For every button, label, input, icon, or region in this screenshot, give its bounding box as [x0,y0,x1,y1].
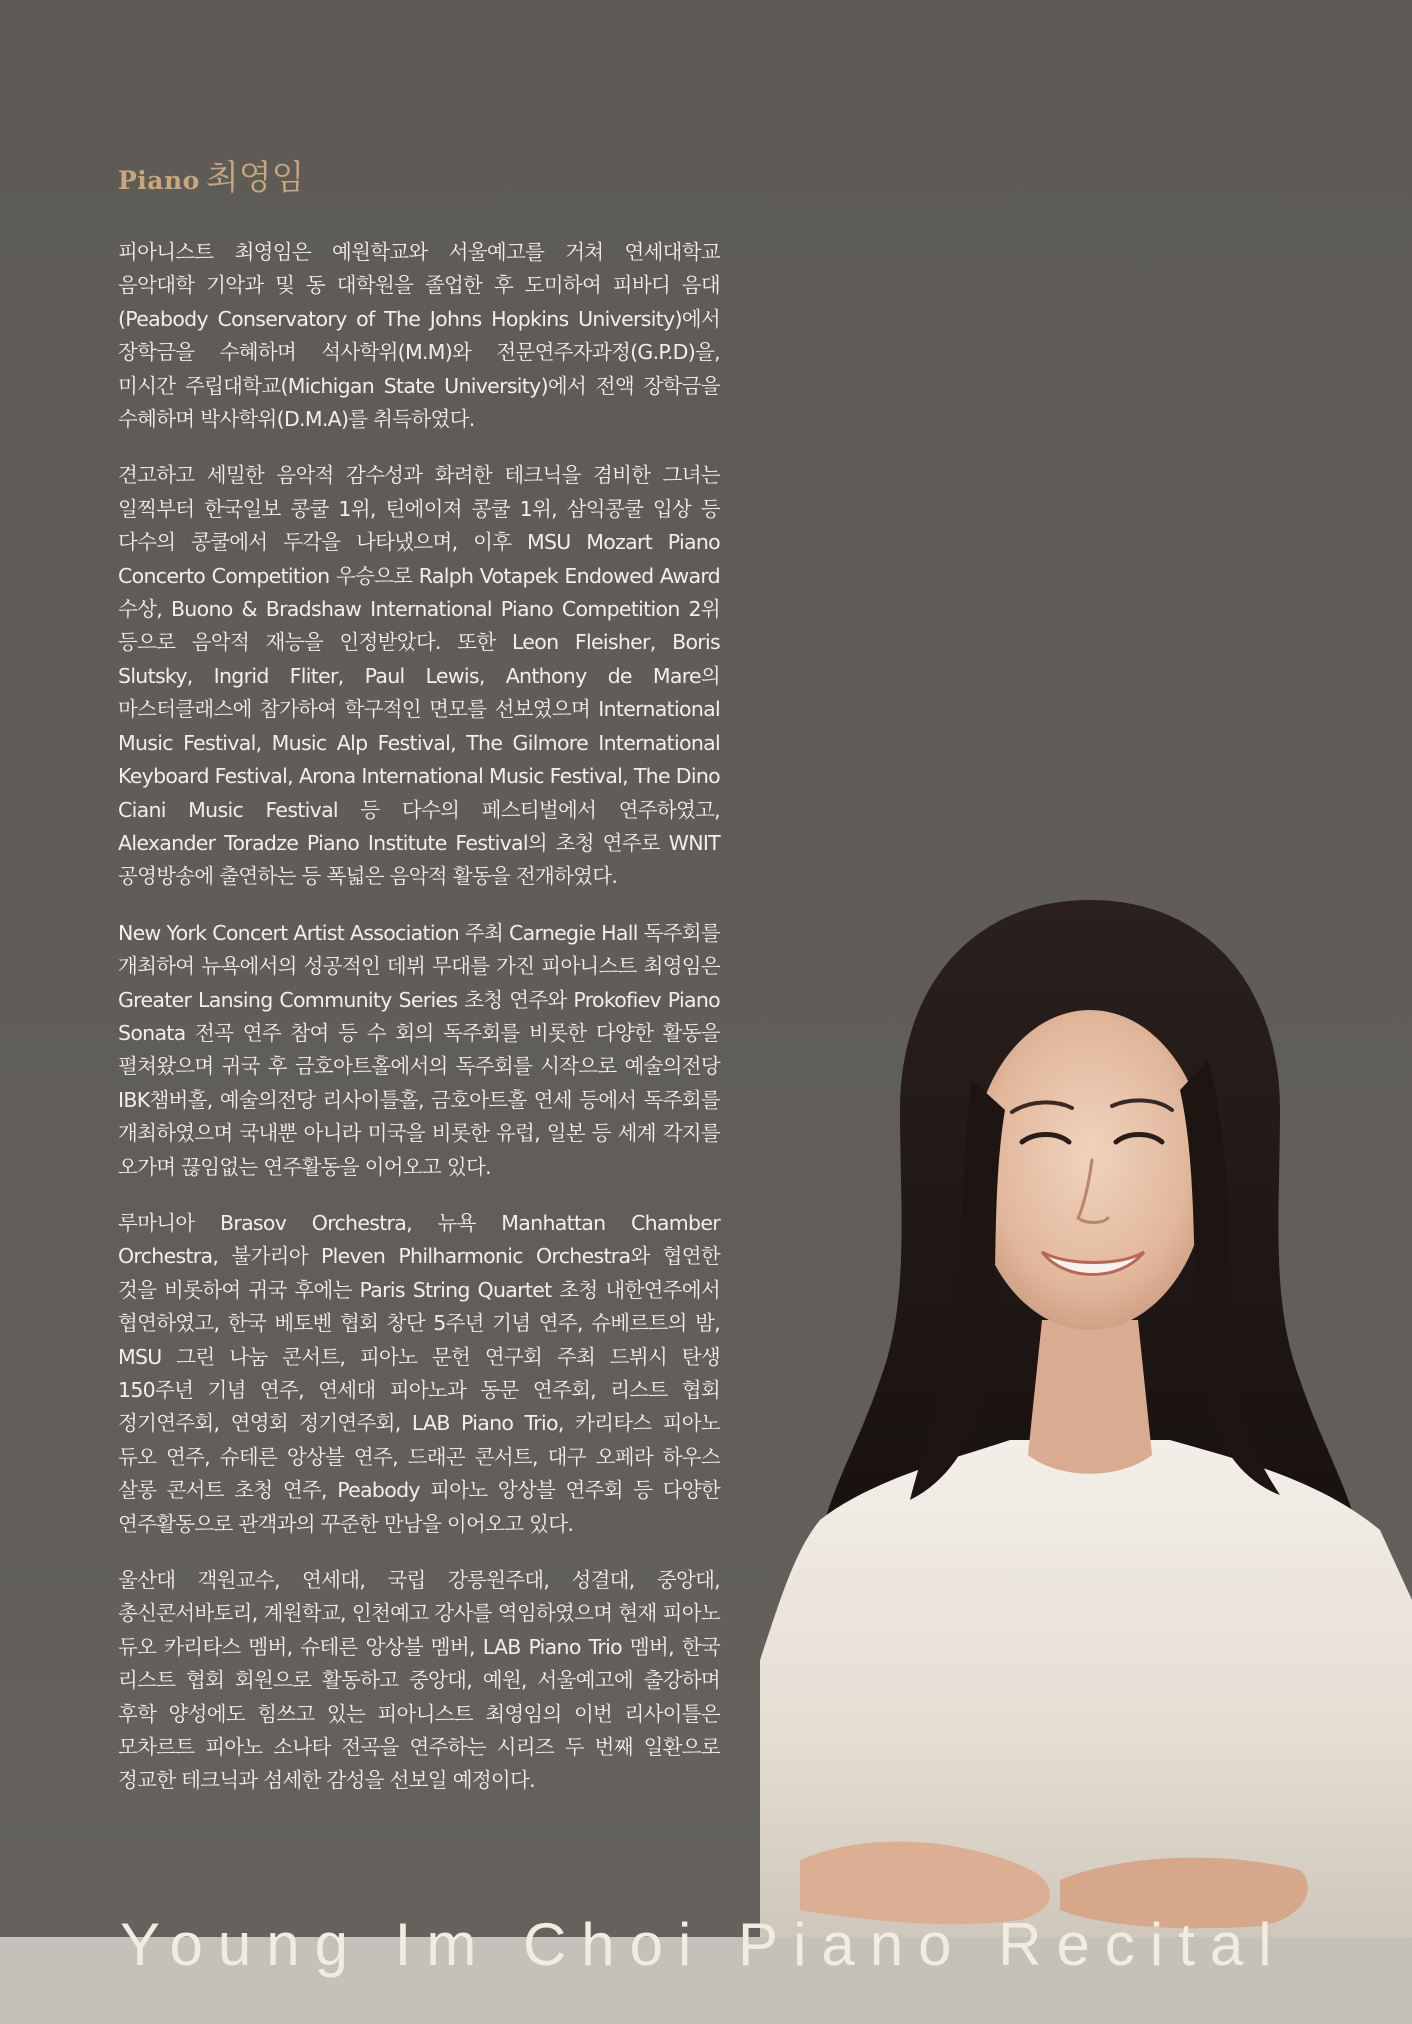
bio-paragraph-education: 피아니스트 최영임은 예원학교와 서울예고를 거쳐 연세대학교 음악대학 기악과 및 동 대학원을 졸업한 후 도미하여 피바디 음대(Peabody Conservatory of The Johns Hopkins University)에서 장학금을 수혜하며 석사학위(M.M)와 전문연주자과정(G.P.D)을, 미시간 주립대학교(Michigan State University)에서 전액 장학금을 수혜하며 박사학위(D.M.A)를 취득하였다. [118,240,720,432]
performer-name: 최영임 [205,158,305,198]
recital-title: Young Im Choi Piano Recital [120,1911,1287,1978]
biography [118,236,720,1798]
bio-paragraph-awards: 견고하고 세밀한 음악적 감수성과 화려한 테크닉을 겸비한 그녀는 일찍부터 한국일보 콩쿨 1위, 틴에이져 콩쿨 1위, 삼익콩쿨 입상 등 다수의 콩쿨에서 두각을 나타냈으며, 이후 MSU Mozart Piano Concerto Competition 우승으로 Ralph Votapek Endowed Award 수상, Buono & Bradshaw International Piano Competition 2위 등으로 음악적 재능을 인정받았다. 또한 Leon Fleisher, Boris Slutsky, Ingrid Fliter, Paul Lewis, Anthony de Mare의 마스터클래스에 참가하여 학구적인 면모를 선보였으며 International Music Festival, Music Alp Festival, The Gilmore International Keyboard Festival, Arona International Music Festival, The Dino Ciani Music Festival 등 다수의 페스티벌에서 연주하였고, Alexander Toradze Piano Institute Festival의 초청 연주로 WNIT 공영방송에 출연하는 등 폭넓은 음악적 활동을 전개하였다. [118,463,720,889]
performer-heading [118,150,304,199]
pianist-portrait [760,880,1412,1940]
bio-paragraph-recitals: New York Concert Artist Association 주최 Carnegie Hall 독주회를 개최하여 뉴욕에서의 성공적인 데뷔 무대를 가진 피아니스트 최영임은 Greater Lansing Community Series 초청 연주와 Prokofiev Piano Sonata 전곡 연주 참여 등 수 회의 독주회를 비롯한 다양한 활동을 펼쳐왔으며 귀국 후 금호아트홀에서의 독주회를 시작으로 예술의전당 IBK챔버홀, 예술의전당 리사이틀홀, 금호아트홀 연세 등에서 독주회를 개최하였으며 국내뿐 아니라 미국을 비롯한 유럽, 일본 등 세계 각지를 오가며 끊임없는 연주활동을 이어오고 있다. [118,920,720,1179]
bio-paragraph-concerts: 루마니아 Brasov Orchestra, 뉴욕 Manhattan Chamber Orchestra, 불가리아 Pleven Philharmonic Orchestra와 협연한 것을 비롯하여 귀국 후에는 Paris String Quartet 초청 내한연주에서 협연하였고, 한국 베토벤 협회 창단 5주년 기념 연주, 슈베르트의 밤, MSU 그린 나눔 콘서트, 피아노 문헌 연구회 주최 드뷔시 탄생 150주년 기념 연주, 연세대 피아노과 동문 연주회, 리스트 협회 정기연주회, 연영회 정기연주회, LAB Piano Trio, 카리타스 피아노 듀오 연주, 슈테른 앙상블 연주, 드래곤 콘서트, 대구 오페라 하우스 살롱 콘서트 초청 연주, Peabody 피아노 앙상블 연주회 등 다양한 연주활동으로 관객과의 꾸준한 만남을 이어오고 있다. [118,1210,720,1536]
instrument-label: Piano [118,166,200,195]
bio-paragraph-teaching: 울산대 객원교수, 연세대, 국립 강릉원주대, 성결대, 중앙대, 총신콘서바토리, 계원학교, 인천예고 강사를 역임하였으며 현재 피아노 듀오 카리타스 멤버, 슈테른 앙상블 멤버, LAB Piano Trio 멤버, 한국 리스트 협회 회원으로 활동하고 중앙대, 예원, 서울예고에 출강하며 후학 양성에도 힘쓰고 있는 피아니스트 최영임의 이번 리사이틀은 모차르트 피아노 소나타 전곡을 연주하는 시리즈 두 번째 일환으로 정교한 테크닉과 섬세한 감성을 선보일 예정이다. [118,1568,720,1793]
